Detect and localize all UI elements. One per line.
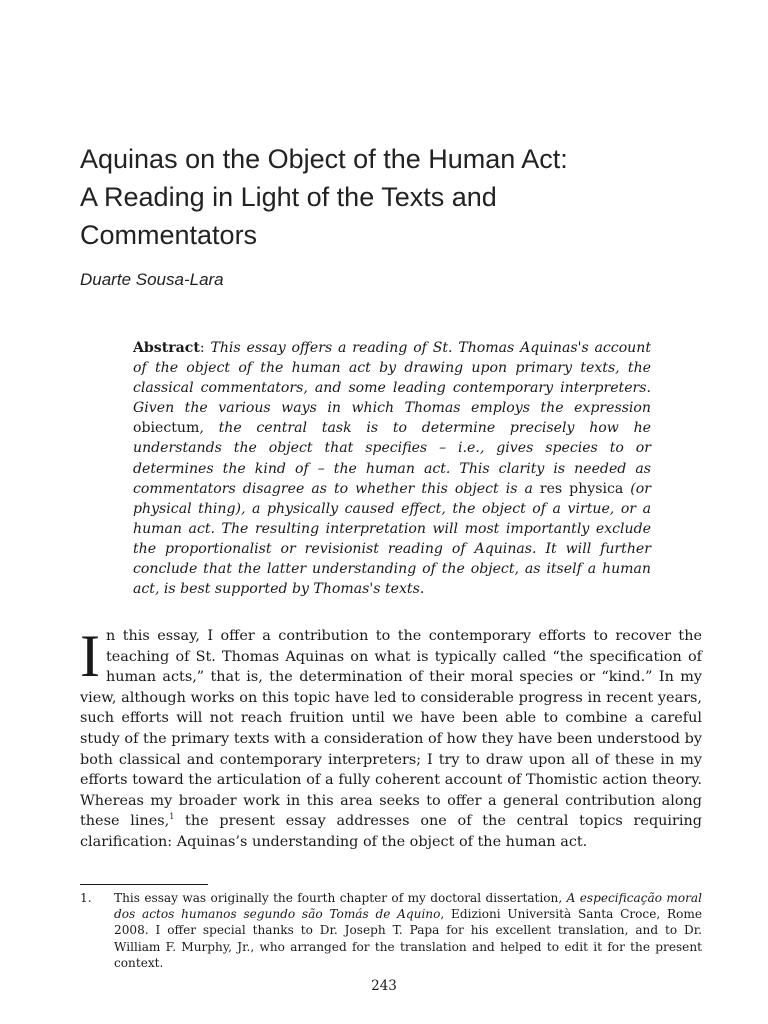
abstract (133, 338, 651, 599)
drop-cap: I (80, 623, 100, 689)
title-line-3: Commentators (80, 220, 258, 250)
article-title (80, 140, 700, 254)
abstract-text-2: , the central task is to determine precisely how he understands the object that specifies – i.e., gives species to or determines the kind of – the human act. This clarity is needed as commentators disagree as to whether this object is a (133, 420, 651, 497)
page-number: 243 (371, 978, 397, 994)
footnote-number: 1. (80, 891, 92, 905)
abstract-text-1: This essay offers a reading of St. Thomas Aquinas's account of the object of the human act by drawing upon primary texts, the classical commentators, and some leading contemporary interpreters. Given the various ways in which Thomas employs the expression (133, 340, 651, 417)
footnote-text (114, 890, 702, 971)
title-line-1: Aquinas on the Object of the Human Act: (80, 144, 568, 174)
footnote-text-2: , Edizioni Università Santa Croce, Rome 2008. I offer special thanks to Dr. Joseph T. Papa for his excellent translation, and to Dr. William F. Murphy, Jr., who arranged for the translation and helped to edit it for the present context. (114, 907, 702, 970)
footnote (80, 890, 702, 971)
footnote-reference[interactable]: 1 (169, 812, 175, 822)
abstract-end: . (419, 581, 425, 598)
abstract-colon: : (199, 340, 205, 356)
footnote-dissertation-title: A especificação moral dos actos humanos segundo são Tomás de Aquino (114, 891, 702, 922)
author-name: Duarte Sousa-Lara (80, 270, 224, 289)
body-paragraph (80, 623, 702, 853)
abstract-label: Abstract (133, 340, 200, 356)
abstract-term-obiectum: obiectum (133, 420, 200, 437)
body-text-2: the present essay addresses one of the central topics requiring clarification: Aquinas’s understanding of the object of the human act. (80, 813, 702, 850)
title-line-2: A Reading in Light of the Texts and (80, 182, 497, 212)
footnote-divider (80, 884, 208, 885)
abstract-term-res-physica: res physica (539, 480, 624, 497)
body-text-1: n this essay, I offer a contribution to the contemporary efforts to recover the teaching of St. Thomas Aquinas on what is typically called “the specification of human acts,” that is, the determination of their moral species or “kind.” In my view, although works on this topic have led to considerable progress in recent years, such efforts will not reach fruition until we have been able to combine a careful study of the primary texts with a consideration of how they have been understood by both classical and contemporary interpreters; I try to draw upon all of these in my efforts toward the articulation of a fully coherent account of Thomistic action theory. Whereas my broader work in this area seeks to offer a general contribution along these lines, (80, 628, 702, 830)
abstract-text-3: (or physical thing), a physically caused effect, the object of a virtue, or a human act. The resulting interpretation will most importantly exclude the proportionalist or revisionist reading of Aquinas. It will further conclude that the latter understanding of the object, as itself a human act, is best supported by Thomas's texts (133, 480, 652, 598)
footnote-text-1: This essay was originally the fourth chapter of my doctoral dissertation, (114, 891, 567, 905)
